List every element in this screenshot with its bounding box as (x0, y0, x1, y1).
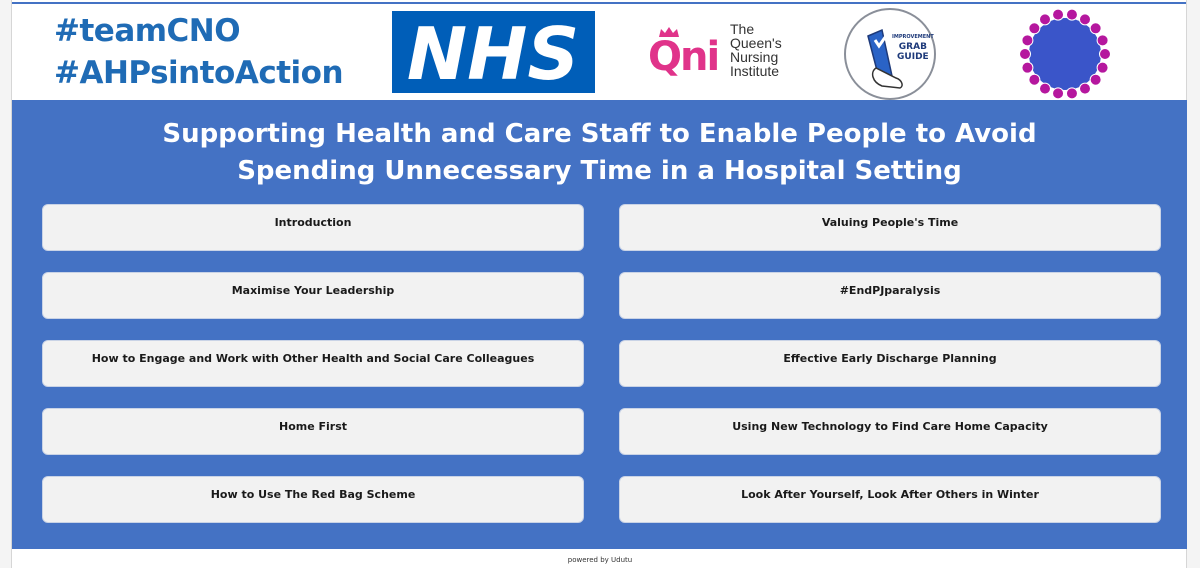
grab-guide-text (892, 32, 934, 62)
main-panel (12, 100, 1187, 549)
ring-dot (1090, 23, 1101, 34)
grab-guide-line: GRAB (898, 42, 927, 52)
qni-name-line: Institute (730, 63, 780, 79)
powered-by-footer: powered by Udutu (567, 556, 633, 564)
discharge-planning-button[interactable]: Effective Early Discharge Planning (619, 340, 1161, 387)
qni-name-line: Nursing (730, 49, 779, 65)
qni-name-line: The (730, 21, 755, 37)
page-title-line: Spending Unnecessary Time in a Hospital Setting (237, 156, 962, 186)
grab-guide-logo (842, 6, 938, 102)
ring-dot (1090, 74, 1101, 85)
end-pj-paralysis-button[interactable]: #EndPJparalysis (619, 272, 1161, 319)
hashtag-ahps-into-action: #AHPsintoAction (54, 55, 344, 91)
ring-dot (1020, 49, 1031, 60)
hashtag-block (54, 10, 343, 94)
ring-dot (1066, 9, 1077, 20)
red-bag-scheme-button[interactable]: How to Use The Red Bag Scheme (42, 476, 584, 523)
home-first-button[interactable]: Home First (42, 408, 584, 455)
ring-dot (1029, 74, 1040, 85)
ring-dot (1053, 9, 1064, 20)
ring-dot (1022, 62, 1033, 73)
ring-dot (1022, 35, 1033, 46)
ring-dot (1053, 88, 1064, 99)
ring-dot (1040, 14, 1051, 25)
page-title-line: Supporting Health and Care Staff to Enable People to Avoid (162, 119, 1037, 149)
ring-dot (1040, 83, 1051, 94)
look-after-yourself-button[interactable]: Look After Yourself, Look After Others in Winter (619, 476, 1161, 523)
left-window-edge (0, 0, 12, 568)
ring-dot (1097, 35, 1108, 46)
page-title (12, 116, 1187, 190)
qni-name (730, 22, 782, 78)
introduction-button[interactable]: Introduction (42, 204, 584, 251)
ring-dot (1080, 14, 1091, 25)
care-home-capacity-button[interactable]: Using New Technology to Find Care Home Capacity (619, 408, 1161, 455)
qni-logo (648, 18, 808, 88)
ring-dot (1097, 62, 1108, 73)
logo-header (12, 4, 1186, 100)
dots-circle-logo (1017, 6, 1113, 102)
hashtag-team-cno: #teamCNO (54, 13, 241, 49)
valuing-peoples-time-button[interactable]: Valuing People's Time (619, 204, 1161, 251)
ring-dot (1029, 23, 1040, 34)
grab-guide-line: GUIDE (897, 52, 929, 62)
nhs-logo-text: NHS (406, 13, 580, 91)
ring-dot (1080, 83, 1091, 94)
ring-dot (1100, 49, 1111, 60)
maximise-leadership-button[interactable]: Maximise Your Leadership (42, 272, 584, 319)
qni-name-line: Queen's (730, 35, 782, 51)
grab-guide-small: IMPROVEMENT (892, 34, 934, 40)
qni-mark: Qni (648, 34, 719, 80)
right-scrollbar[interactable] (1186, 0, 1200, 568)
engage-colleagues-button[interactable]: How to Engage and Work with Other Health and Social Care Colleagues (42, 340, 584, 387)
ring-dot (1066, 88, 1077, 99)
nhs-logo (392, 11, 595, 93)
